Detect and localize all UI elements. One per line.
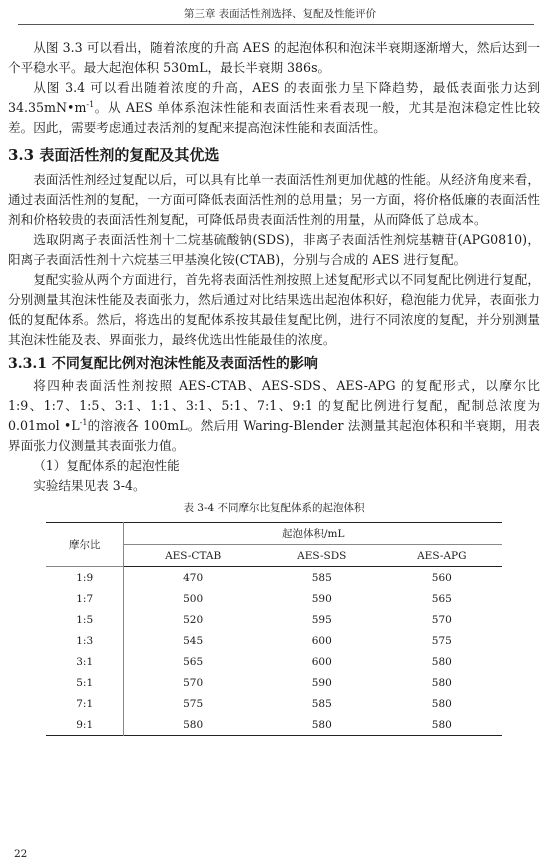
value-cell: 580 [431,718,452,731]
value-cell: 595 [311,613,332,626]
table-row [46,609,502,630]
paragraph-method-text-b: 的溶液各 100mL。然后用 Waring-Blender 法测量其起泡体积和半衰期，用表界面张力仪测量其表面张力值。 [8,418,540,453]
table-row [46,672,502,693]
value-cell: 585 [311,697,332,710]
value-cell: 500 [183,592,204,605]
ratio-cell: 3:1 [46,651,124,672]
value-cell: 580 [431,676,452,689]
ratio-cell: 5:1 [46,672,124,693]
page-body [8,38,540,736]
value-cell: 570 [431,613,452,626]
column-header-aes-ctab: AES-CTAB [124,545,262,567]
value-cell: 575 [183,697,204,710]
value-cell: 600 [311,634,332,647]
table-row [46,714,502,736]
value-cell: 565 [431,592,452,605]
table-row [46,651,502,672]
value-cell: 570 [183,676,204,689]
paragraph-method-text-a: 将四种表面活性剂按照 AES-CTAB、AES-SDS、AES-APG 的复配形式，以摩尔比 1:9、1:7、1:5、3:1、1:1、3:1、5:1、7:1、9:1 的复配比例进行复配，配制总浓度为 0.01mol •L [8,378,540,433]
column-group-header-foam-volume: 起泡体积/mL [124,523,502,545]
paragraph-fig-3-4 [8,78,540,138]
value-cell: 580 [431,655,452,668]
ratio-cell: 1:9 [46,567,124,589]
value-cell: 565 [183,655,204,668]
table-row [46,588,502,609]
paragraph-method [8,376,540,456]
paragraph-fig-3-4-text-b: 。从 AES 单体系泡沫性能和表面活性来看表现一般，尤其是泡沫稳定性比较差。因此，需要考虑通过表活剂的复配来提高泡沫性能和表面活性。 [8,100,540,135]
section-heading-3-3: 3.3 表面活性剂的复配及其优选 [8,146,220,164]
header-divider [18,24,534,25]
ratio-cell: 1:3 [46,630,124,651]
table-row [46,630,502,651]
paragraph-results-ref: 实验结果见表 3-4。 [33,478,146,493]
value-cell: 580 [183,718,204,731]
column-header-aes-apg: AES-APG [382,545,502,567]
value-cell: 560 [431,571,452,584]
value-cell: 600 [311,655,332,668]
ratio-cell: 7:1 [46,693,124,714]
table-row [46,693,502,714]
value-cell: 590 [311,676,332,689]
value-cell: 520 [183,613,204,626]
unit-superscript: -1 [86,99,95,109]
table-caption: 表 3-4 不同摩尔比复配体系的起泡体积 [183,502,365,514]
column-header-aes-sds: AES-SDS [262,545,382,567]
value-cell: 470 [183,571,204,584]
paragraph-fig-3-3: 从图 3.3 可以看出，随着浓度的升高 AES 的起泡体积和泡沫半衰期逐渐增大，然后达到一个平稳水平。最大起泡体积 530mL，最长半衰期 386s。 [8,40,540,75]
paragraph-surfactant-selection: 选取阴离子表面活性剂十二烷基硫酸钠(SDS)，非离子表面活性剂烷基糖苷(APG0810)，阳离子表面活性剂十六烷基三甲基溴化铵(CTAB)，分别与合成的 AES 进行复配。 [8,232,540,267]
value-cell: 575 [431,634,452,647]
value-cell: 545 [183,634,204,647]
running-header: 第三章 表面活性剂选择、复配及性能评价 [183,8,377,20]
table-row [46,567,502,589]
paragraph-fig-3-4-text-a: 从图 3.4 可以看出随着浓度的升高，AES 的表面张力呈下降趋势，最低表面张力达到 34.35mN•m [8,80,540,115]
value-cell: 580 [311,718,332,731]
paragraph-experiment-plan: 复配实验从两个方面进行，首先将表面活性剂按照上述复配形式以不同复配比例进行复配，分别测量其泡沫性能及表面张力，然后通过对比结果选出起泡体积好，稳泡能力优异，表面张力低的复配体系。然后，将选出的复配体系按其最佳复配比例，进行不同浓度的复配，并分别测量其泡沫性能及表、界面张力，最终优选出性能最佳的浓度。 [8,272,540,347]
unit-superscript: -1 [79,417,88,427]
subsection-heading-3-3-1: 3.3.1 不同复配比例对泡沫性能及表面活性的影响 [8,356,318,372]
ratio-cell: 1:5 [46,609,124,630]
value-cell: 580 [431,697,452,710]
value-cell: 590 [311,592,332,605]
list-item-foaming-performance: （1）复配体系的起泡性能 [33,458,180,473]
ratio-cell: 9:1 [46,714,124,736]
value-cell: 585 [311,571,332,584]
column-header-molar-ratio: 摩尔比 [46,523,124,567]
page-number: 22 [14,848,28,860]
ratio-cell: 1:7 [46,588,124,609]
foam-volume-table [46,522,502,736]
paragraph-compounding-benefits: 表面活性剂经过复配以后，可以具有比单一表面活性剂更加优越的性能。从经济角度来看，通过表面活性剂的复配，一方面可降低表面活性剂的总用量；另一方面，将价格低廉的表面活性剂和价格较贵的表面活性剂复配，可降低昂贵表面活性剂的用量，从而降低了总成本。 [8,172,540,227]
